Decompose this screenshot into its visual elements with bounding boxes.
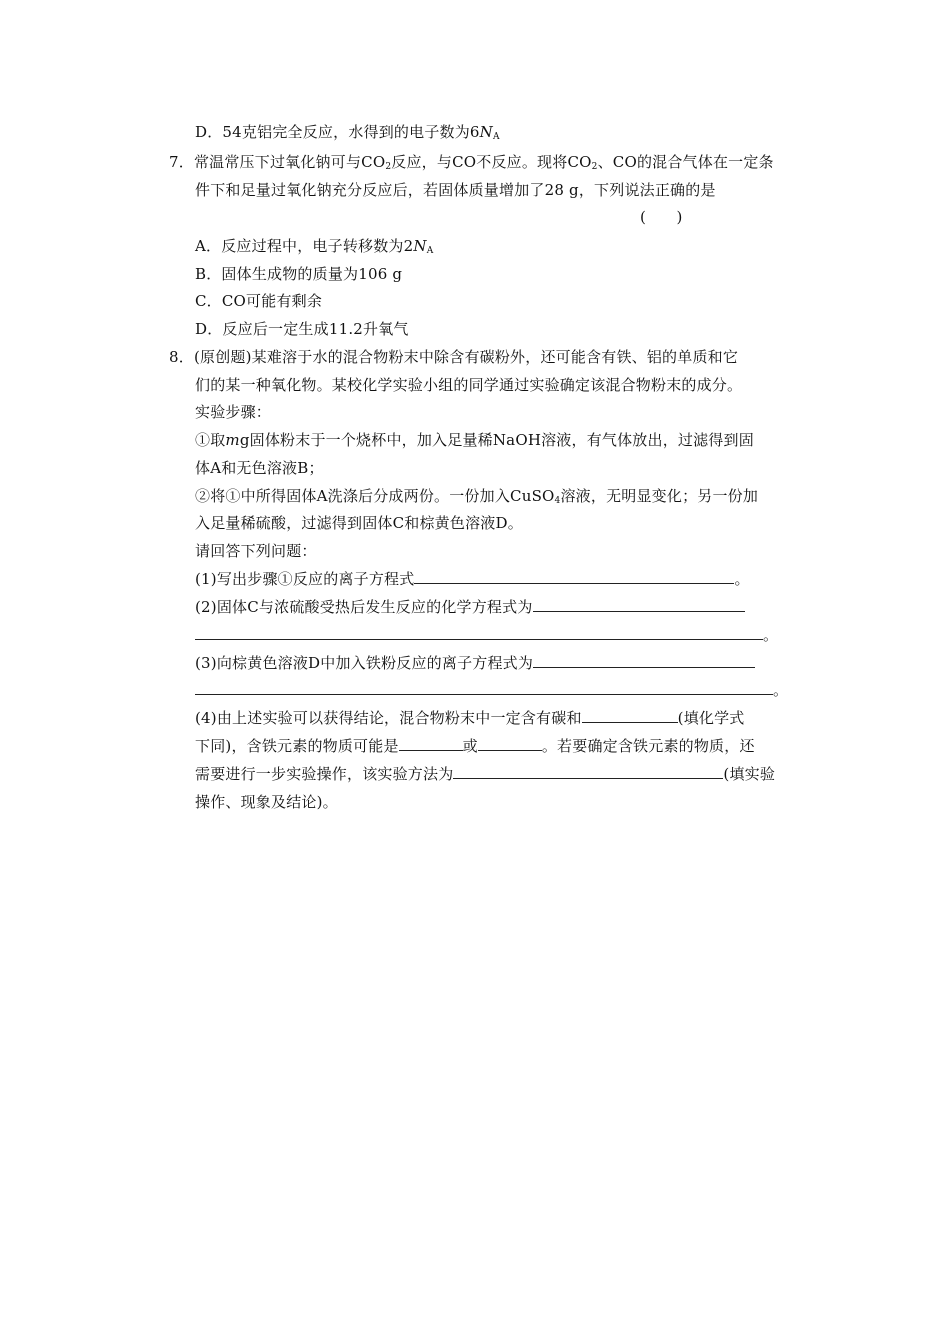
q8-part4-line3 <box>195 764 775 784</box>
mass-symbol: m <box>225 431 240 449</box>
q8-part4-e: 。若要确定含铁元素的物质，还 <box>541 737 755 755</box>
q7-option-c: C．CO可能有剩余 <box>195 292 323 310</box>
q8-text-1: (原创题)某难溶于水的混合物粉末中除含有碳粉外，还可能含有铁、铝的单质和它 <box>193 348 739 366</box>
q8-answer-prompt: 请回答下列问题： <box>195 542 317 560</box>
q7-option-a <box>195 236 433 256</box>
q6-option-d <box>195 122 500 142</box>
q8-part2-line2 <box>195 625 778 645</box>
q8-part4-f: 需要进行一步实验操作，该实验方法为 <box>195 765 454 783</box>
q8-part3-line2 <box>195 680 788 700</box>
answer-blank[interactable] <box>478 736 542 751</box>
q8-part4-line2 <box>195 736 755 756</box>
q8-part1-end: 。 <box>734 570 750 588</box>
q8-step2-a: ②将①中所得固体A洗涤后分成两份。一份加入CuSO <box>195 487 555 505</box>
q8-part3-end: 。 <box>773 681 789 699</box>
q8-part4-b: (填化学式 <box>677 709 745 727</box>
answer-blank[interactable] <box>195 680 773 695</box>
q7-answer-paren: ( ) <box>640 208 683 226</box>
q8-part4-a: (4)由上述实验可以获得结论，混合物粉末中一定含有碳和 <box>195 709 582 727</box>
q8-part4-d: 或 <box>462 737 478 755</box>
q8-step2-b: 溶液，无明显变化；另一份加 <box>560 487 759 505</box>
q7-stem-line2: 件下和足量过氧化钠充分反应后，若固体质量增加了28 g，下列说法正确的是 <box>195 181 716 199</box>
q8-part4-g: (填实验 <box>723 765 776 783</box>
q7-text-b: 反应，与CO不反应。现将CO <box>391 153 592 171</box>
q8-step2-line2: 入足量稀硫酸，过滤得到固体C和棕黄色溶液D。 <box>195 514 523 532</box>
q8-part2-line1 <box>195 597 745 617</box>
q8-number: 8． <box>169 348 194 366</box>
q7-option-d: D．反应后一定生成11.2升氧气 <box>195 320 409 338</box>
q7-number: 7． <box>169 153 194 171</box>
na-subscript: A <box>426 246 434 256</box>
q8-part1 <box>195 569 750 589</box>
q8-part4-c: 下同)，含铁元素的物质可能是 <box>195 737 399 755</box>
answer-blank[interactable] <box>453 764 723 779</box>
q6-option-d-text: D．54克铝完全反应，水得到的电子数为6 <box>195 123 480 141</box>
q8-step2-sub: 4 <box>554 496 561 506</box>
q8-step2-line1 <box>195 486 758 506</box>
q7-text-a: 常温常压下过氧化钠可与CO <box>193 153 386 171</box>
answer-blank[interactable] <box>195 625 763 640</box>
q8-step1-b: g固体粉末于一个烧杯中，加入足量稀NaOH溶液，有气体放出，过滤得到固 <box>239 431 754 449</box>
answer-blank[interactable] <box>399 736 463 751</box>
q8-part3-line1 <box>195 653 755 673</box>
q8-part2-end: 。 <box>763 626 779 644</box>
q8-part4-line4: 操作、现象及结论)。 <box>195 793 338 811</box>
q8-stem-line2: 们的某一种氧化物。某校化学实验小组的同学通过实验确定该混合物粉末的成分。 <box>195 376 743 394</box>
answer-blank[interactable] <box>582 708 678 723</box>
q8-step1-a: ①取 <box>195 431 226 449</box>
q8-part1-text: (1)写出步骤①反应的离子方程式 <box>195 570 415 588</box>
q7-sub2: 2 <box>591 162 598 172</box>
q8-step1-line1 <box>195 430 754 450</box>
answer-blank[interactable] <box>533 597 745 612</box>
q8-part2-text: (2)固体C与浓硫酸受热后发生反应的化学方程式为 <box>195 598 533 616</box>
q7-stem-line1 <box>169 152 774 172</box>
q7-option-b: B．固体生成物的质量为106 g <box>195 265 403 283</box>
q8-part3-text: (3)向棕黄色溶液D中加入铁粉反应的离子方程式为 <box>195 654 534 672</box>
answer-blank[interactable] <box>414 569 734 584</box>
answer-blank[interactable] <box>533 653 755 668</box>
q7-sub1: 2 <box>385 162 392 172</box>
q8-step1-line2: 体A和无色溶液B； <box>195 459 324 477</box>
q8-part4-line1 <box>195 708 745 728</box>
q7-text-c: 、CO的混合气体在一定条 <box>597 153 774 171</box>
na-subscript: A <box>493 132 500 142</box>
q7-option-a-text: A．反应过程中，电子转移数为2 <box>195 237 414 255</box>
na-symbol: N <box>413 237 427 255</box>
q8-steps-title: 实验步骤： <box>195 403 272 421</box>
na-symbol: N <box>479 123 493 141</box>
q8-stem-line1 <box>169 347 738 367</box>
